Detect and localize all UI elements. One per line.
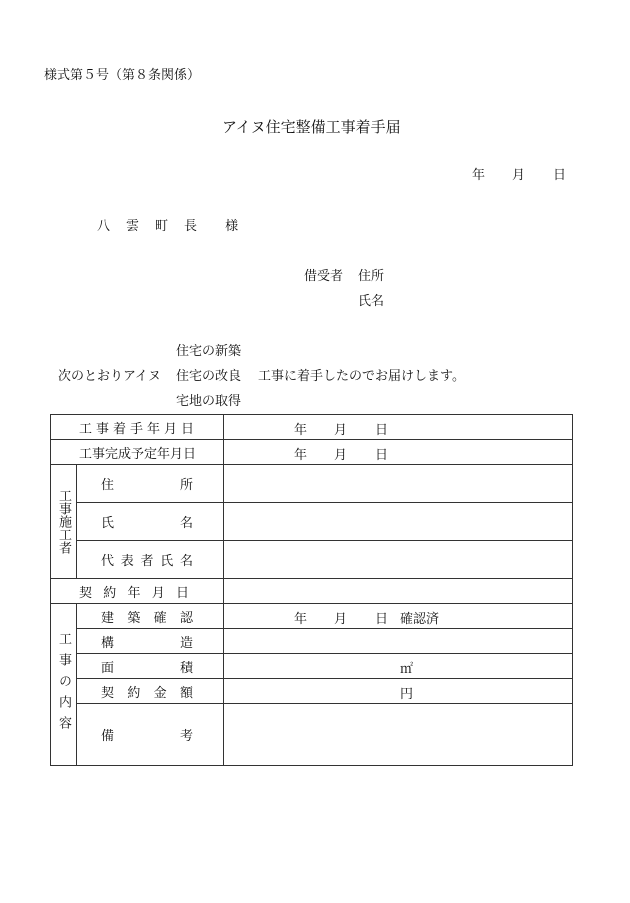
addressee-honorific: 様 [225, 219, 239, 234]
contractor-address-value[interactable] [224, 465, 573, 503]
table-row [51, 415, 573, 440]
building-confirm-value[interactable] [224, 604, 573, 629]
addressee-char: 町 [155, 219, 169, 234]
area-value[interactable] [224, 654, 573, 679]
structure-value[interactable] [224, 629, 573, 654]
contractor-name-label-cell [77, 503, 224, 541]
label-char: 月 [151, 585, 165, 601]
applicant-address-label: 住所 [358, 269, 385, 284]
label-char: 住 [101, 478, 115, 493]
remarks-label-cell [77, 704, 224, 766]
label-char: 契 [101, 685, 115, 701]
page-title: アイヌ住宅整備工事着手届 [222, 118, 401, 136]
addressee-char: 長 [184, 219, 198, 234]
completion-date-value[interactable] [224, 440, 573, 465]
table-row [51, 654, 573, 679]
structure-label-cell [77, 629, 224, 654]
table-row [51, 604, 573, 629]
addressee-char: 八 [97, 219, 111, 234]
area-label-cell [77, 654, 224, 679]
label-char: 積 [180, 660, 194, 676]
applicant-name-label: 氏名 [358, 294, 385, 309]
amount-unit: 円 [400, 687, 414, 702]
table-row [51, 440, 573, 465]
label-char: 名 [180, 554, 194, 569]
label-char: 契 [79, 585, 93, 601]
table-row [51, 503, 573, 541]
date-day: 日 [553, 168, 567, 183]
label-char: 面 [101, 660, 115, 676]
table-row [51, 704, 573, 766]
contractor-name-value[interactable] [224, 503, 573, 541]
statement-suffix: 工事に着手したのでお届けします。 [258, 369, 465, 384]
label-char: 表 [120, 554, 134, 569]
option-land: 宅地の取得 [176, 394, 242, 409]
label-char: 者 [140, 554, 154, 569]
remarks-value[interactable] [224, 704, 573, 766]
label-char: 年 [127, 585, 141, 601]
date-month: 月 [512, 168, 526, 183]
form-number: 様式第５号（第８条関係） [44, 68, 201, 83]
label-char: 構 [101, 635, 115, 651]
addressee-char: 雲 [126, 219, 140, 234]
confirm-month: 月 [334, 612, 348, 627]
label-char: 考 [180, 729, 194, 744]
contractor-group-cell [51, 465, 77, 579]
label-char: 氏 [101, 516, 115, 531]
start-day: 日 [375, 423, 389, 438]
confirm-year: 年 [294, 612, 308, 627]
option-improvement: 住宅の改良 [176, 369, 242, 384]
label-char: 確 [153, 610, 167, 626]
label-char: 認 [179, 610, 193, 626]
label-char: 名 [180, 516, 194, 531]
content-group-label: 工事の内容 [56, 632, 71, 737]
label-char: 代 [101, 554, 115, 569]
contractor-rep-label-cell [77, 541, 224, 579]
label-char: 額 [179, 685, 193, 701]
label-char: 造 [180, 635, 194, 651]
table-row [51, 679, 573, 704]
start-date-value[interactable] [224, 415, 573, 440]
table-row [51, 541, 573, 579]
label-char: 備 [101, 729, 115, 744]
start-date-label: 工事着手年月日 [79, 421, 199, 437]
contract-amount-label-cell [77, 679, 224, 704]
label-char: 約 [127, 685, 141, 701]
table-row [51, 629, 573, 654]
statement-prefix: 次のとおりアイヌ [58, 369, 161, 384]
label-char: 所 [180, 478, 194, 493]
area-unit: ㎡ [400, 662, 414, 677]
construction-form-table [50, 414, 573, 766]
label-char: 氏 [160, 554, 174, 569]
applicant-role: 借受者 [304, 269, 344, 284]
completion-date-label-cell [51, 440, 224, 465]
confirm-day: 日 [375, 612, 389, 627]
contract-date-label-cell [51, 579, 224, 604]
completion-day: 日 [375, 448, 389, 463]
content-group-cell [51, 604, 77, 766]
completion-date-label: 工事完成予定年月日 [79, 446, 197, 462]
contractor-address-label-cell [77, 465, 224, 503]
completion-month: 月 [334, 448, 348, 463]
addressee [97, 219, 238, 235]
label-char: 日 [176, 585, 190, 601]
contractor-group-label: 工事施工者 [56, 489, 71, 554]
contractor-rep-value[interactable] [224, 541, 573, 579]
contract-date-value[interactable] [224, 579, 573, 604]
start-year: 年 [294, 423, 308, 438]
contract-amount-value[interactable] [224, 679, 573, 704]
label-char: 築 [127, 610, 141, 626]
date-year: 年 [472, 168, 486, 183]
building-confirm-label-cell [77, 604, 224, 629]
confirm-status: 確認済 [400, 612, 440, 627]
label-char: 金 [153, 685, 167, 701]
start-date-label-cell [51, 415, 224, 440]
table-row [51, 579, 573, 604]
start-month: 月 [334, 423, 348, 438]
option-new-build: 住宅の新築 [176, 344, 242, 359]
table-row [51, 465, 573, 503]
completion-year: 年 [294, 448, 308, 463]
label-char: 約 [103, 585, 117, 601]
label-char: 建 [101, 610, 115, 626]
